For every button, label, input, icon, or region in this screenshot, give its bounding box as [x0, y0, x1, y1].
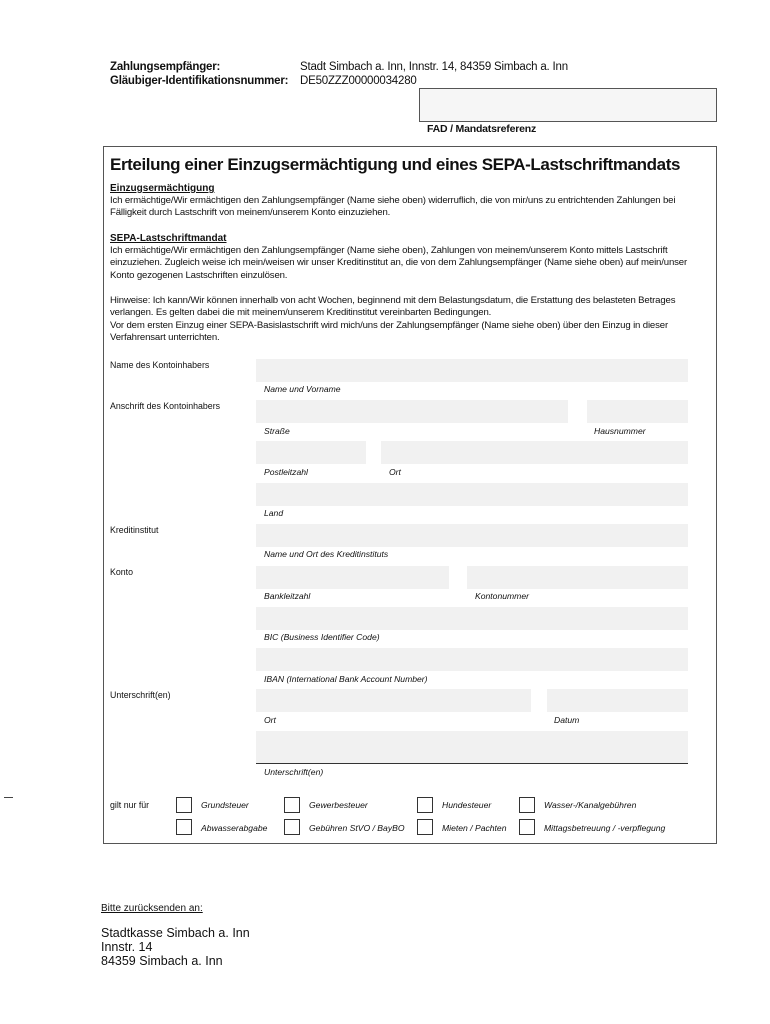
section-text-sepa: Ich ermächtige/Wir ermächtigen den Zahlungsempfänger (Name siehe oben), Zahlungen von meinem/unserem Konto mittels Lastschrift einzuziehen. Zugleich weise ich mein/weisen wir unser Kreditinstitut an, die von dem Zahlungsempfänger (Name siehe oben) auf mein/unser Konto gezogenen Lastschriften einzulösen.: [110, 245, 688, 281]
return-address-line-3: 84359 Simbach a. Inn: [101, 954, 223, 968]
margin-mark: [4, 797, 13, 798]
bank-code-input[interactable]: [256, 566, 449, 589]
label-account-holder-address: Anschrift des Kontoinhabers: [110, 401, 221, 411]
hint-zip: Postleitzahl: [264, 467, 308, 477]
checkbox-label: Gebühren StVO / BayBO: [309, 823, 405, 833]
section-text-authorization: Ich ermächtige/Wir ermächtigen den Zahlungsempfänger (Name siehe oben) widerruflich, die von mir/uns zu entrichtenden Zahlungen bei Fälligkeit durch Lastschrift von meinem/unserem Konto einzuziehen.: [110, 195, 676, 219]
creditor-id-value: DE50ZZZ00000034280: [300, 75, 417, 87]
hint-country: Land: [264, 508, 284, 518]
account-number-input[interactable]: [467, 566, 688, 589]
checkbox-trade-tax[interactable]: [284, 797, 300, 813]
applies-label: gilt nur für: [110, 800, 150, 810]
hint-account-number: Kontonummer: [475, 591, 529, 601]
street-input[interactable]: [256, 400, 568, 423]
hint-bank-name: Name und Ort des Kreditinstituts: [264, 549, 389, 559]
hint-house-number: Hausnummer: [594, 426, 646, 436]
checkbox-lunch-care[interactable]: [519, 819, 535, 835]
label-signature: Unterschrift(en): [110, 690, 171, 700]
payee-label: Zahlungsempfänger:: [110, 61, 221, 73]
hint-city: Ort: [389, 467, 401, 477]
return-label: Bitte zurücksenden an:: [101, 903, 203, 914]
full-name-input[interactable]: [256, 359, 688, 382]
hint-full-name: Name und Vorname: [264, 384, 341, 394]
hint-street: Straße: [264, 426, 290, 436]
label-bank: Kreditinstitut: [110, 525, 159, 535]
return-address-line-2: Innstr. 14: [101, 940, 153, 954]
creditor-id-label: Gläubiger-Identifikationsnummer:: [110, 75, 289, 87]
signature-input[interactable]: [256, 731, 688, 764]
hint-bic: BIC (Business Identifier Code): [264, 632, 380, 642]
checkbox-label: Mieten / Pachten: [442, 823, 507, 833]
return-address-line-1: Stadtkasse Simbach a. Inn: [101, 926, 250, 940]
hint-text: Hinweise: Ich kann/Wir können innerhalb von acht Wochen, beginnend mit dem Belastungsdatum, die Erstattung des belasteten Betrages verlangen. Es gelten dabei die mit meinem/unserem Kreditinstitut vereinbarten Bedingungen.: [110, 295, 676, 319]
country-input[interactable]: [256, 483, 688, 506]
signature-date-input[interactable]: [547, 689, 688, 712]
checkbox-rents[interactable]: [417, 819, 433, 835]
checkbox-label: Grundsteuer: [201, 800, 249, 810]
checkbox-label: Mittagsbetreuung / -verpflegung: [544, 823, 666, 833]
checkbox-wastewater-levy[interactable]: [176, 819, 192, 835]
form-title: Erteilung einer Einzugsermächtigung und eines SEPA-Lastschriftmandats: [110, 155, 681, 174]
zip-input[interactable]: [256, 441, 366, 464]
house-number-input[interactable]: [587, 400, 688, 423]
section-heading-authorization: Einzugsermächtigung: [110, 183, 215, 194]
checkbox-label: Wasser-/Kanalgebühren: [544, 800, 637, 810]
checkbox-property-tax[interactable]: [176, 797, 192, 813]
checkbox-dog-tax[interactable]: [417, 797, 433, 813]
hint-iban: IBAN (International Bank Account Number): [264, 674, 428, 684]
section-heading-sepa: SEPA-Lastschriftmandat: [110, 233, 227, 244]
label-account: Konto: [110, 567, 133, 577]
mandate-reference-field[interactable]: [419, 88, 717, 122]
hint-signature: Unterschrift(en): [264, 767, 324, 777]
signature-place-input[interactable]: [256, 689, 531, 712]
mandate-reference-label: FAD / Mandatsreferenz: [427, 123, 536, 135]
hint-signature-place: Ort: [264, 715, 276, 725]
label-account-holder-name: Name des Kontoinhabers: [110, 360, 210, 370]
iban-input[interactable]: [256, 648, 688, 671]
checkbox-label: Hundesteuer: [442, 800, 492, 810]
bic-input[interactable]: [256, 607, 688, 630]
checkbox-stvo-fees[interactable]: [284, 819, 300, 835]
bank-name-input[interactable]: [256, 524, 688, 547]
city-input[interactable]: [381, 441, 688, 464]
checkbox-label: Gewerbesteuer: [309, 800, 368, 810]
hint-text-2: Vor dem ersten Einzug einer SEPA-Basislastschrift wird mich/uns der Zahlungsempfänger (Name siehe oben) über den Einzug in dieser Verfahrensart unterrichten.: [110, 320, 668, 344]
hint-signature-date: Datum: [554, 715, 580, 725]
hint-bank-code: Bankleitzahl: [264, 591, 311, 601]
payee-value: Stadt Simbach a. Inn, Innstr. 14, 84359 Simbach a. Inn: [300, 61, 568, 73]
checkbox-label: Abwasserabgabe: [201, 823, 268, 833]
checkbox-water-fees[interactable]: [519, 797, 535, 813]
